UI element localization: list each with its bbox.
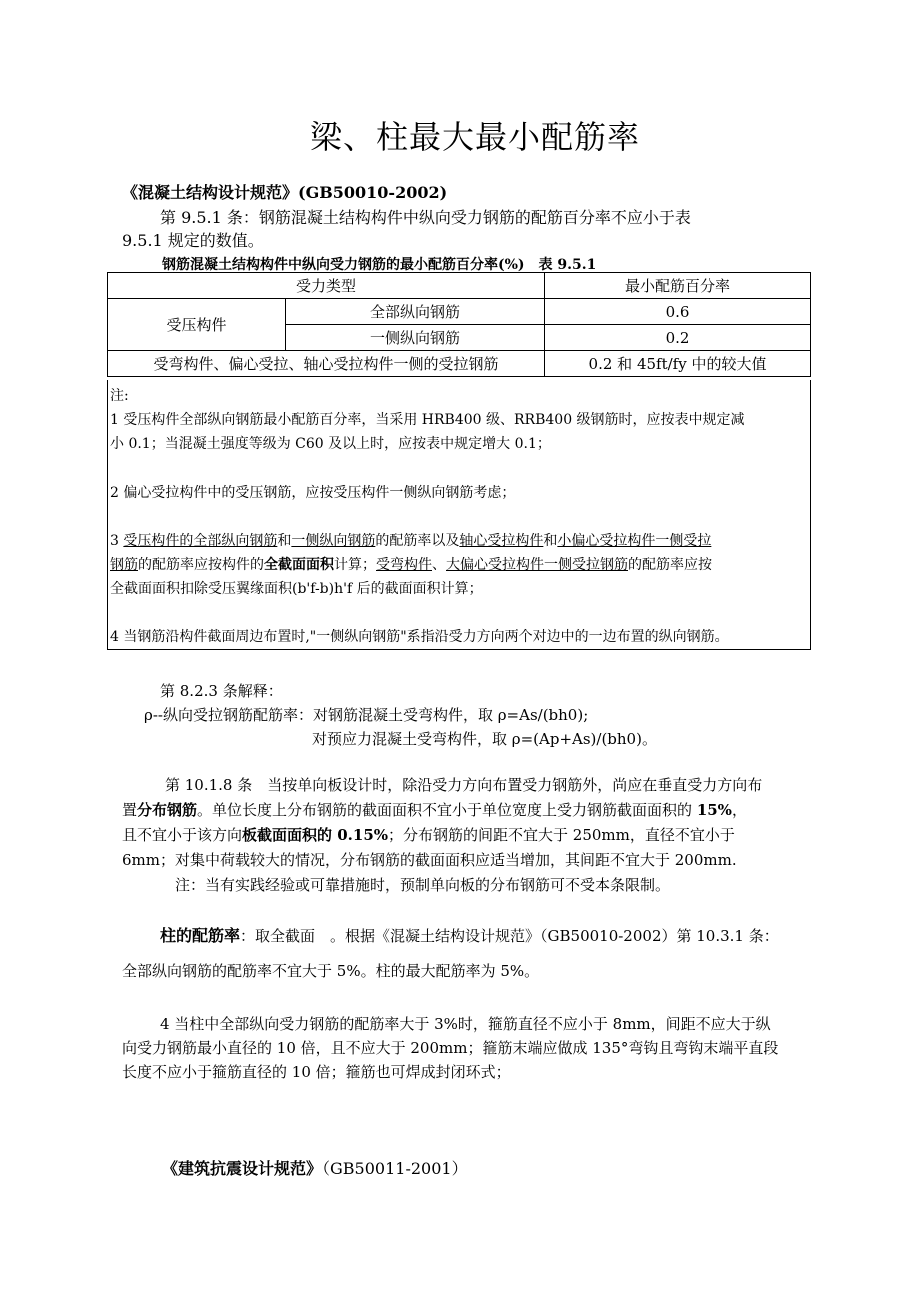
table-row: [108, 351, 811, 377]
table-row: [108, 273, 811, 299]
page-title: 梁、柱最大最小配筋率: [309, 118, 640, 156]
row-all-value: 0.6: [545, 299, 811, 325]
min-ratio-table: [107, 272, 811, 377]
clause-951-line2: 9.5.1 规定的数值。: [122, 231, 264, 250]
note-1-line1: 1 受压构件全部纵向钢筋最小配筋百分率，当采用 HRB400 级、RRB400 级钢筋时，应按表中规定减: [110, 412, 745, 428]
clause-1018-line2: 置分布钢筋。单位长度上分布钢筋的截面面积不宜小于单位宽度上受力钢筋截面面积的 15%，: [122, 801, 747, 819]
row-one-side-value: 0.2: [545, 325, 811, 351]
stirrup-line3: 长度不应小于箍筋直径的 10 倍；箍筋也可焊成封闭环式；: [122, 1063, 511, 1081]
note-3-line1: 3 受压构件的全部纵向钢筋和一侧纵向钢筋的配筋率以及轴心受拉构件和小偏心受拉构件一侧受拉: [110, 533, 712, 549]
note-4: 4 当钢筋沿构件截面周边布置时,"一侧纵向钢筋"系指沿受力方向两个对边中的一边布置的纵向钢筋。: [110, 629, 729, 645]
clause-823-line2: 对预应力混凝土受弯构件，取 ρ=(Ap+As)/(bh0)。: [312, 730, 657, 748]
clause-1018-line4: 6mm；对集中荷载较大的情况，分布钢筋的截面面积应适当增加，其间距不宜大于 200mm.: [122, 851, 737, 869]
spec1-name: 《混凝土结构设计规范》(GB50010-2002): [122, 183, 448, 202]
column-ratio-line1: 柱的配筋率：取全截面 。根据《混凝土结构设计规范》（GB50010-2002）第 10.3.1 条：: [160, 926, 779, 945]
note-1-line2: 小 0.1；当混凝土强度等级为 C60 及以上时，应按表中规定增大 0.1；: [110, 436, 551, 452]
note-3-line3: 全截面面积扣除受压翼缘面积(b'f-b)h'f 后的截面面积计算；: [110, 581, 483, 597]
row-compression: 受压构件: [108, 299, 286, 351]
clause-1018-line3: 且不宜小于该方向板截面面积的 0.15%；分布钢筋的间距不宜大于 250mm，直径不宜小于: [122, 826, 735, 844]
stirrup-line1: 4 当柱中全部纵向受力钢筋的配筋率大于 3%时，箍筋直径不应小于 8mm，间距不应大于纵: [160, 1015, 771, 1033]
spec2-heading: 《建筑抗震设计规范》（GB50011-2001）: [162, 1159, 468, 1178]
table-caption: 钢筋混凝土结构构件中纵向受力钢筋的最小配筋百分率(%) 表 9.5.1: [162, 257, 597, 273]
clause-1018-note: 注：当有实践经验或可靠措施时，预制单向板的分布钢筋可不受本条限制。: [175, 876, 671, 894]
notes-label: 注:: [110, 388, 129, 404]
clause-823-line1: ρ--纵向受拉钢筋配筋率：对钢筋混凝土受弯构件，取 ρ=As/(bh0);: [144, 706, 589, 724]
note-2: 2 偏心受拉构件中的受压钢筋，应按受压构件一侧纵向钢筋考虑；: [110, 485, 516, 501]
row-tension-value: 0.2 和 45ft/fy 中的较大值: [545, 351, 811, 377]
note-3-line2: 钢筋的配筋率应按构件的全截面面积计算；受弯构件、大偏心受拉构件一侧受拉钢筋的配筋率应按: [110, 557, 712, 573]
stirrup-line2: 向受力钢筋最小直径的 10 倍，且不应大于 200mm；箍筋末端应做成 135°弯钩且弯钩末端平直段: [122, 1039, 779, 1057]
clause-1018-line1: 第 10.1.8 条 当按单向板设计时，除沿受力方向布置受力钢筋外，尚应在垂直受力方向布: [165, 776, 763, 794]
clause-951-line1: 第 9.5.1 条：钢筋混凝土结构构件中纵向受力钢筋的配筋百分率不应小于表: [160, 208, 691, 227]
clause-823-heading: 第 8.2.3 条解释：: [160, 682, 283, 700]
table-notes: [107, 380, 811, 650]
header-ratio: 最小配筋百分率: [545, 273, 811, 299]
header-type: 受力类型: [108, 273, 545, 299]
table-row: [108, 299, 811, 325]
row-all-bars: 全部纵向钢筋: [286, 299, 545, 325]
row-tension: 受弯构件、偏心受拉、轴心受拉构件一侧的受拉钢筋: [108, 351, 545, 377]
row-one-side: 一侧纵向钢筋: [286, 325, 545, 351]
column-ratio-line2: 全部纵向钢筋的配筋率不宜大于 5%。柱的最大配筋率为 5%。: [122, 962, 540, 980]
